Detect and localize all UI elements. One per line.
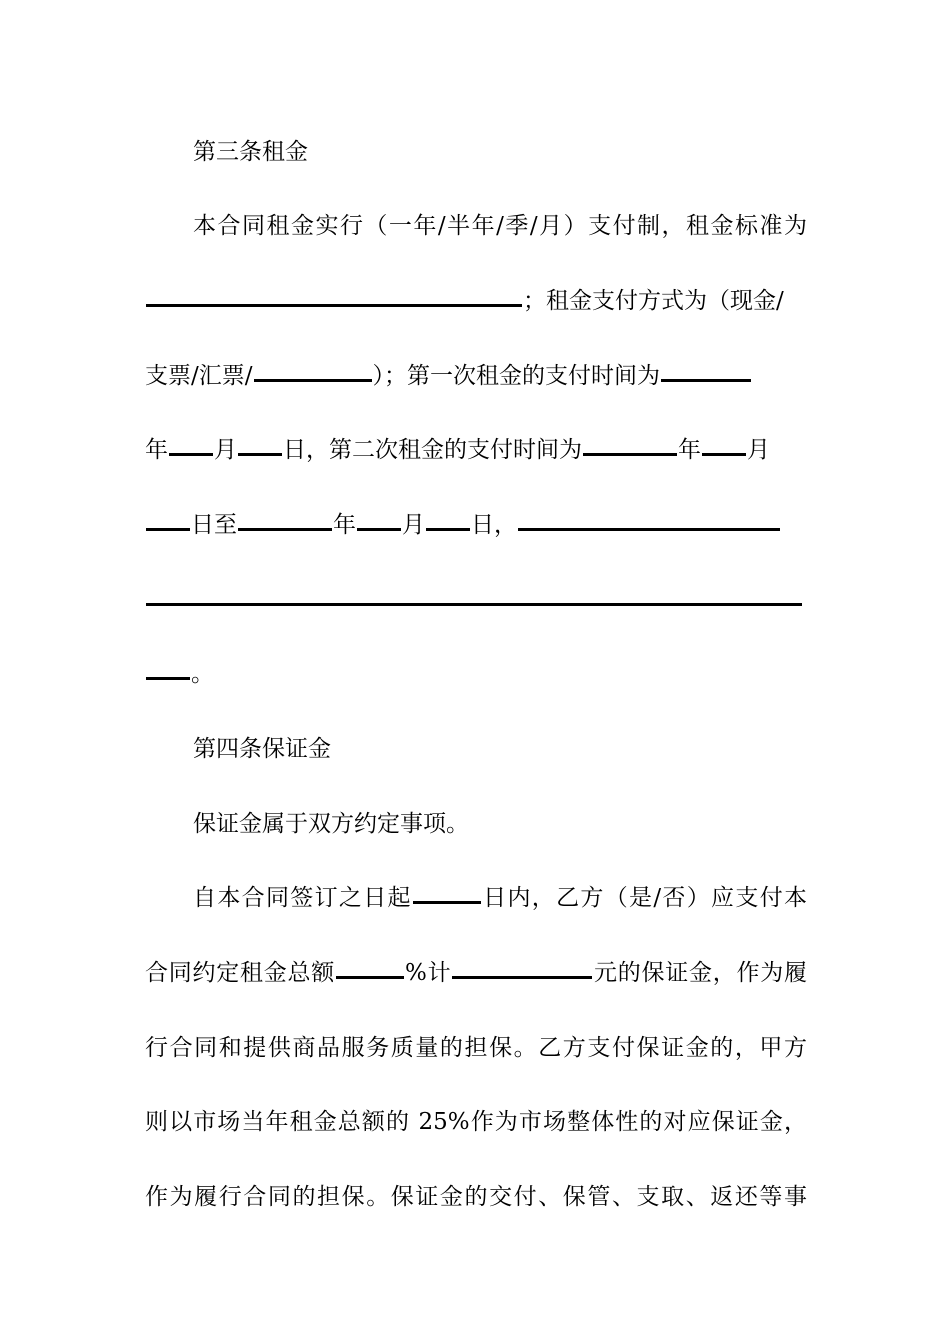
- article-3-line-6: [145, 582, 807, 618]
- article-3-line-7: 。: [145, 656, 807, 692]
- fill-blank-deposit-days[interactable]: [413, 901, 481, 904]
- fill-blank-second-month[interactable]: [702, 453, 746, 456]
- fill-blank-second-day[interactable]: [146, 528, 190, 531]
- article-4-line-2: 合同约定租金总额 %计 元的保证金，作为履: [145, 960, 807, 986]
- article-4-paragraph-1: 保证金属于双方约定事项。: [193, 811, 469, 837]
- article-3-line-5: 日至 年 月 日，: [145, 507, 807, 543]
- fill-blank-remarks-2[interactable]: [146, 603, 802, 606]
- article-3-line-2: ；租金支付方式为（现金/: [145, 283, 807, 319]
- article-4-line-1: 自本合同签订之日起 日内，乙方（是/否）应支付本: [193, 885, 807, 911]
- article-4-heading: 第四条保证金: [193, 736, 331, 762]
- article-4-line-5: 作为履行合同的担保。保证金的交付、保管、支取、返还等事: [145, 1184, 807, 1210]
- article-3-line-3: 支票/汇票/ ）；第一次租金的支付时间为: [145, 358, 807, 394]
- fill-blank-remarks-3[interactable]: [146, 677, 190, 680]
- fill-blank-second-year[interactable]: [583, 453, 677, 456]
- fill-blank-rent-standard[interactable]: [146, 304, 522, 307]
- fill-blank-end-day[interactable]: [426, 528, 470, 531]
- fill-blank-end-year[interactable]: [238, 528, 332, 531]
- fill-blank-payment-other[interactable]: [254, 379, 372, 382]
- fill-blank-deposit-percent[interactable]: [336, 976, 404, 979]
- fill-blank-remarks-1[interactable]: [518, 528, 780, 531]
- fill-blank-first-year[interactable]: [661, 379, 751, 382]
- fill-blank-end-month[interactable]: [357, 528, 401, 531]
- article-3-heading: 第三条租金: [193, 139, 308, 165]
- article-3-line-4: 年 月 日，第二次租金的支付时间为 年 月: [145, 437, 770, 463]
- article-3-line-1: 本合同租金实行（一年/半年/季/月）支付制，租金标准为: [193, 213, 807, 239]
- fill-blank-deposit-amount[interactable]: [452, 976, 592, 979]
- article-4-line-4: 则以市场当年租金总额的 25%作为市场整体性的对应保证金，: [145, 1109, 807, 1135]
- article-4-line-3: 行合同和提供商品服务质量的担保。乙方支付保证金的，甲方: [145, 1035, 807, 1061]
- fill-blank-first-day[interactable]: [238, 453, 282, 456]
- fill-blank-first-month[interactable]: [169, 453, 213, 456]
